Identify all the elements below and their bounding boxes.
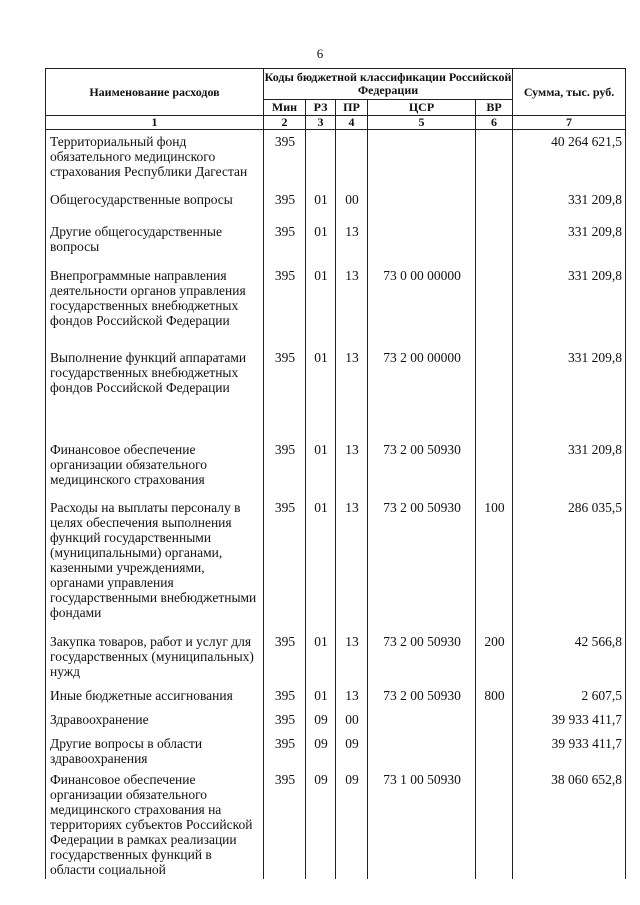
- column-number: 3: [306, 116, 336, 130]
- code-pr: 13: [336, 684, 368, 708]
- code-csr: 73 2 00 50930: [368, 684, 476, 708]
- amount: 39 933 411,7: [513, 708, 626, 732]
- code-min: 395: [264, 768, 306, 879]
- code-csr: 73 2 00 00000: [368, 346, 476, 438]
- code-pr: 09: [336, 768, 368, 879]
- code-min: 395: [264, 346, 306, 438]
- code-pr: 13: [336, 220, 368, 264]
- header-csr: ЦСР: [368, 100, 476, 116]
- expense-name: Иные бюджетные ассигнования: [46, 684, 264, 708]
- code-rz: 09: [306, 768, 336, 879]
- budget-table: [45, 68, 626, 879]
- code-pr: 00: [336, 188, 368, 220]
- table-body: [46, 130, 626, 880]
- code-vr: 100: [476, 496, 513, 630]
- table-row: [46, 188, 626, 220]
- column-number: 4: [336, 116, 368, 130]
- table-row: [46, 708, 626, 732]
- expense-name: Выполнение функций аппаратами государственных внебюджетных фондов Российской Федерации: [46, 346, 264, 438]
- code-rz: 01: [306, 264, 336, 346]
- code-rz: 01: [306, 630, 336, 684]
- expense-name: Общегосударственные вопросы: [46, 188, 264, 220]
- column-number: 6: [476, 116, 513, 130]
- page-number: 6: [316, 46, 324, 61]
- code-vr: [476, 438, 513, 496]
- table-row: [46, 496, 626, 630]
- code-rz: 09: [306, 732, 336, 768]
- code-min: 395: [264, 732, 306, 768]
- code-vr: [476, 130, 513, 189]
- code-pr: 13: [336, 264, 368, 346]
- table-row: [46, 438, 626, 496]
- code-vr: 800: [476, 684, 513, 708]
- header-codes: Коды бюджетной классификации Российской Федерации: [264, 69, 513, 100]
- expense-name: Другие общегосударственные вопросы: [46, 220, 264, 264]
- code-min: 395: [264, 188, 306, 220]
- code-vr: [476, 264, 513, 346]
- code-min: 395: [264, 220, 306, 264]
- header-amount: Сумма, тыс. руб.: [513, 69, 626, 116]
- column-number: 2: [264, 116, 306, 130]
- expense-name: Здравоохранение: [46, 708, 264, 732]
- amount: 331 209,8: [513, 220, 626, 264]
- code-pr: 09: [336, 732, 368, 768]
- amount: 38 060 652,8: [513, 768, 626, 879]
- code-rz: 01: [306, 438, 336, 496]
- amount: 2 607,5: [513, 684, 626, 708]
- amount: 286 035,5: [513, 496, 626, 630]
- code-rz: 01: [306, 496, 336, 630]
- amount: 331 209,8: [513, 438, 626, 496]
- header-min: Мин: [264, 100, 306, 116]
- code-rz: 01: [306, 346, 336, 438]
- expense-name: Финансовое обеспечение организации обязательного медицинского страхования: [46, 438, 264, 496]
- header-name: Наименование расходов: [46, 69, 264, 116]
- table-row: [46, 732, 626, 768]
- table-row: [46, 130, 626, 189]
- code-rz: 09: [306, 708, 336, 732]
- header-rz: РЗ: [306, 100, 336, 116]
- amount: 39 933 411,7: [513, 732, 626, 768]
- expense-name: Территориальный фонд обязательного медицинского страхования Республики Дагестан: [46, 130, 264, 189]
- expense-name: Внепрограммные направления деятельности органов управления государственных внебюджетных фондов Российской Федерации: [46, 264, 264, 346]
- code-csr: 73 2 00 50930: [368, 630, 476, 684]
- code-vr: [476, 708, 513, 732]
- table-row: [46, 768, 626, 879]
- code-min: 395: [264, 684, 306, 708]
- code-pr: 13: [336, 346, 368, 438]
- code-vr: [476, 346, 513, 438]
- code-csr: [368, 708, 476, 732]
- table-row: [46, 346, 626, 438]
- code-csr: 73 1 00 50930: [368, 768, 476, 879]
- code-rz: 01: [306, 220, 336, 264]
- code-vr: [476, 768, 513, 879]
- code-rz: 01: [306, 684, 336, 708]
- code-vr: [476, 732, 513, 768]
- code-pr: 13: [336, 496, 368, 630]
- code-csr: [368, 732, 476, 768]
- code-pr: [336, 130, 368, 189]
- expense-name: Расходы на выплаты персоналу в целях обеспечения выполнения функций государственными (муниципальными) органами, казенными учреждениями, органами управления государственными внебюджетными фондами: [46, 496, 264, 630]
- code-min: 395: [264, 496, 306, 630]
- amount: 331 209,8: [513, 346, 626, 438]
- table-row: [46, 264, 626, 346]
- table-row: [46, 684, 626, 708]
- expense-name: Финансовое обеспечение организации обязательного медицинского страхования на территориях субъектов Российской Федерации в рамках реализации государственных функций в области социальной: [46, 768, 264, 879]
- code-vr: 200: [476, 630, 513, 684]
- code-rz: 01: [306, 188, 336, 220]
- amount: 331 209,8: [513, 188, 626, 220]
- code-rz: [306, 130, 336, 189]
- code-csr: [368, 130, 476, 189]
- amount: 40 264 621,5: [513, 130, 626, 189]
- table-row: [46, 220, 626, 264]
- table-row: [46, 630, 626, 684]
- code-min: 395: [264, 630, 306, 684]
- column-number: 1: [46, 116, 264, 130]
- amount: 42 566,8: [513, 630, 626, 684]
- code-pr: 13: [336, 438, 368, 496]
- code-pr: 13: [336, 630, 368, 684]
- expense-name: Другие вопросы в области здравоохранения: [46, 732, 264, 768]
- code-csr: 73 2 00 50930: [368, 496, 476, 630]
- header-pr: ПР: [336, 100, 368, 116]
- expense-name: Закупка товаров, работ и услуг для государственных (муниципальных) нужд: [46, 630, 264, 684]
- amount: 331 209,8: [513, 264, 626, 346]
- column-number: 5: [368, 116, 476, 130]
- code-vr: [476, 220, 513, 264]
- column-number: 7: [513, 116, 626, 130]
- header-vr: ВР: [476, 100, 513, 116]
- code-min: 395: [264, 438, 306, 496]
- code-csr: 73 0 00 00000: [368, 264, 476, 346]
- code-vr: [476, 188, 513, 220]
- code-csr: [368, 220, 476, 264]
- code-csr: 73 2 00 50930: [368, 438, 476, 496]
- code-min: 395: [264, 264, 306, 346]
- code-min: 395: [264, 708, 306, 732]
- code-min: 395: [264, 130, 306, 189]
- code-csr: [368, 188, 476, 220]
- code-pr: 00: [336, 708, 368, 732]
